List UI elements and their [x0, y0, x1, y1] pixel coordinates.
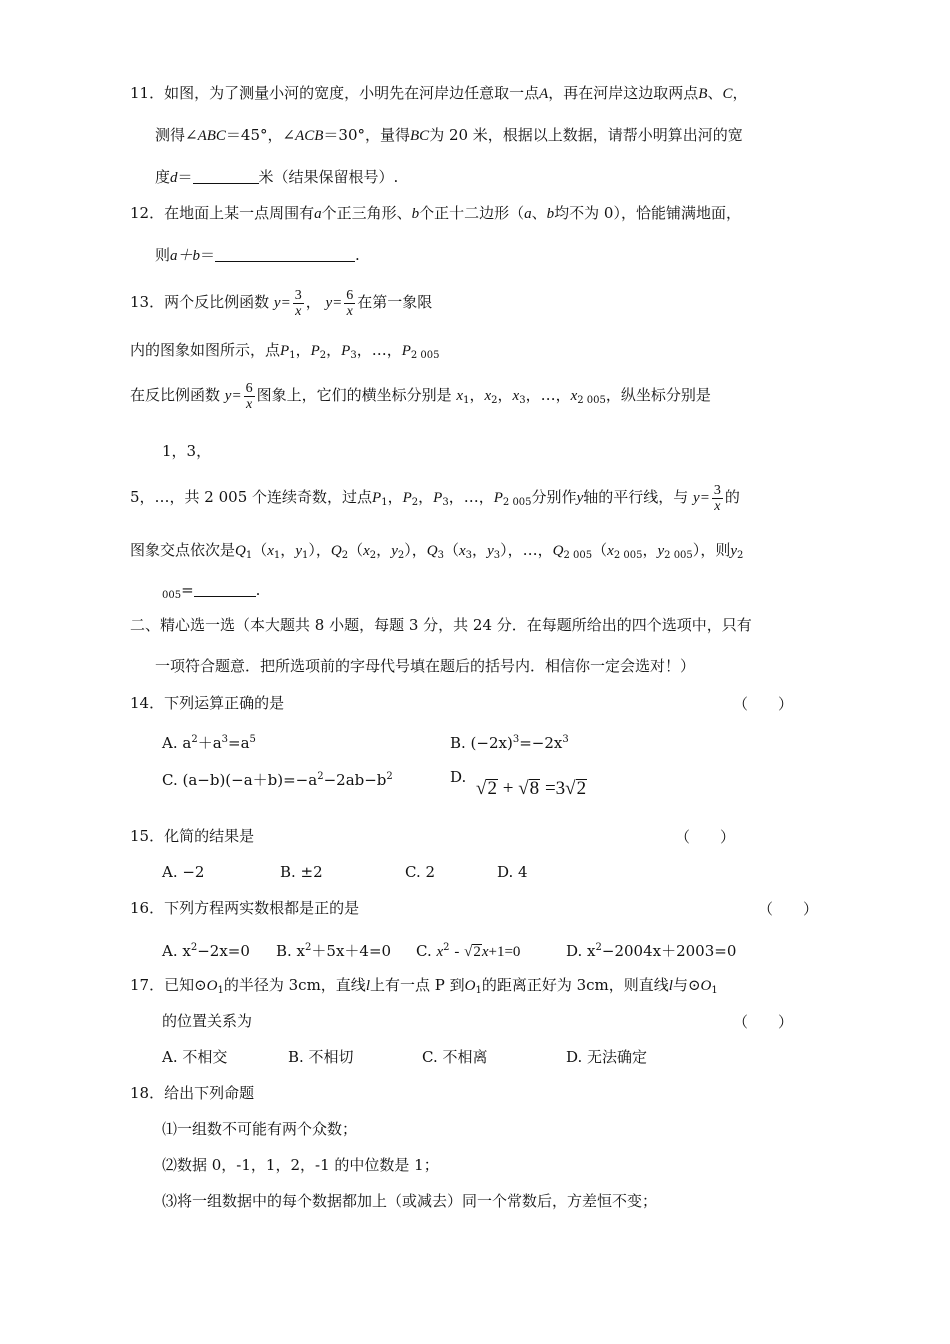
- q17-line-2: 的位置关系为: [162, 1012, 253, 1030]
- q16-option-a[interactable]: A. $x^2-2x=0$: [162, 942, 250, 960]
- fraction-3-over-x: $\frac{3}{x}$: [294, 287, 302, 319]
- q18-item-3: ⑶将一组数据中的每个数据都加上（或减去）同一个常数后，方差恒不变；: [162, 1192, 658, 1210]
- q14-stem: 14．下列运算正确的是: [130, 694, 285, 712]
- q12-line-1: 12．在地面上某一点周围有a个正三角形、b个正十二边形（a、b均不为 0），恰能铺满地面，: [130, 204, 741, 222]
- sqrt-8: √8: [518, 778, 540, 799]
- q17-line-1: 17．已知$⊙O_1$的半径为 3cm，直线l上有一点 P 到$O_1$的距离正好为 3cm，则直线l与$⊙O_1$: [130, 976, 718, 996]
- fraction-6-over-x: $\frac{6}{x}$: [245, 380, 253, 412]
- answer-parentheses[interactable]: （ ）: [733, 1013, 794, 1031]
- q16-option-d[interactable]: D. $x^2-2004x+2003=0$: [566, 942, 737, 960]
- q14-option-d[interactable]: D.: [450, 768, 467, 786]
- answer-parentheses[interactable]: （ ）: [675, 828, 736, 846]
- q18-item-1: ⑴一组数不可能有两个众数；: [162, 1120, 358, 1138]
- q11-line-3: 度d＝ 米（结果保留根号）.: [155, 168, 399, 186]
- q13-line-3: 在反比例函数 y= $\frac{6}{x}$ 图象上，它们的横坐标分别是 $x_1$，$x_2$，$x_3$，…，$x_{2 005}$，纵坐标分别是: [130, 380, 711, 412]
- q18-stem: 18．给出下列命题: [130, 1084, 255, 1102]
- q15-option-a[interactable]: A. −2: [162, 863, 205, 881]
- answer-parentheses[interactable]: （ ）: [733, 695, 794, 713]
- fraction-6-over-x: $\frac{6}{x}$: [346, 287, 354, 319]
- q13-line-1: 13．两个反比例函数 y= $\frac{3}{x}$ ， y= $\frac{6}{x}$ 在第一象限: [130, 287, 433, 319]
- q13-line-5: 5，…，共 2 005 个连续奇数，过点$P_1$，$P_2$，$P_3$，…，$P_{2 005}$分别作y轴的平行线，与 y= $\frac{3}{x}$ 的: [130, 482, 740, 514]
- answer-parentheses[interactable]: （ ）: [758, 900, 819, 918]
- q13-line-6: 图象交点依次是$Q_1(x_1$，$y_1$），$Q_2(x_2$，$y_2$），$Q_3(x_3$，$y_3$），…，$Q_{2 005}(x_{2 005}$，$y_{2 005}$），则$y_2$: [130, 541, 744, 561]
- sqrt-2: √2: [476, 778, 497, 799]
- q17-option-a[interactable]: A. 不相交: [162, 1048, 228, 1066]
- q13-line-4: 1，3，: [162, 442, 212, 460]
- q15-stem: 15．化简的结果是: [130, 827, 255, 845]
- q12-line-2: 则a＋b＝ .: [155, 246, 360, 264]
- fraction-3-over-x: $\frac{3}{x}$: [713, 482, 721, 514]
- q14-option-a[interactable]: A. $a^2+a^3=a^5$: [162, 734, 256, 752]
- q18-item-2: ⑵数据 0，-1，1，2，-1 的中位数是 1；: [162, 1156, 439, 1174]
- q17-option-d[interactable]: D. 无法确定: [566, 1048, 648, 1066]
- q14-option-c[interactable]: C. $(a-b)(-a+b)=-a^2-2ab-b^2$: [162, 771, 393, 789]
- q16-option-c[interactable]: C. $x^2 - √2x+1=0$: [416, 942, 521, 960]
- answer-blank[interactable]: [215, 247, 355, 262]
- q16-stem: 16．下列方程两实数根都是正的是: [130, 899, 360, 917]
- question-number: 13．: [130, 293, 165, 311]
- sqrt-2: √2: [565, 778, 587, 799]
- q13-line-7: $_{005}$= .: [162, 581, 261, 601]
- q15-option-b[interactable]: B. ±2: [280, 863, 323, 881]
- q17-option-c[interactable]: C. 不相离: [422, 1048, 488, 1066]
- q17-option-b[interactable]: B. 不相切: [288, 1048, 354, 1066]
- question-number: 12．: [130, 204, 165, 222]
- q14-option-b[interactable]: B. $(-2x)^3=-2x^3$: [450, 734, 569, 752]
- answer-blank[interactable]: [194, 582, 256, 597]
- q13-line-2: 内的图象如图所示，点$P_1$，$P_2$，$P_3$，…，$P_{2 005}$: [130, 341, 440, 361]
- q16-option-b[interactable]: B. $x^2+5x+4=0$: [276, 942, 392, 960]
- answer-blank[interactable]: [193, 169, 259, 184]
- q11-line-1: 11．如图，为了测量小河的宽度，小明先在河岸边任意取一点A，再在河岸这边取两点B、C，: [130, 84, 748, 102]
- q14-option-d-expression: √2 + √8 =3√2: [476, 778, 587, 799]
- section-2-heading: 二、精心选一选（本大题共 8 小题，每题 3 分，共 24 分．在每题所给出的四个选项中，只有: [130, 616, 752, 634]
- q15-option-c[interactable]: C. 2: [405, 863, 436, 881]
- section-2-instructions: 一项符合题意．把所选项前的字母代号填在题后的括号内．相信你一定会选对！）: [155, 657, 696, 675]
- q11-line-2: 测得∠ABC＝45°，∠ACB＝30°，量得BC为 20 米，根据以上数据，请帮小明算出河的宽: [155, 126, 743, 144]
- question-number: 11．: [130, 84, 165, 102]
- q15-option-d[interactable]: D. 4: [497, 863, 528, 881]
